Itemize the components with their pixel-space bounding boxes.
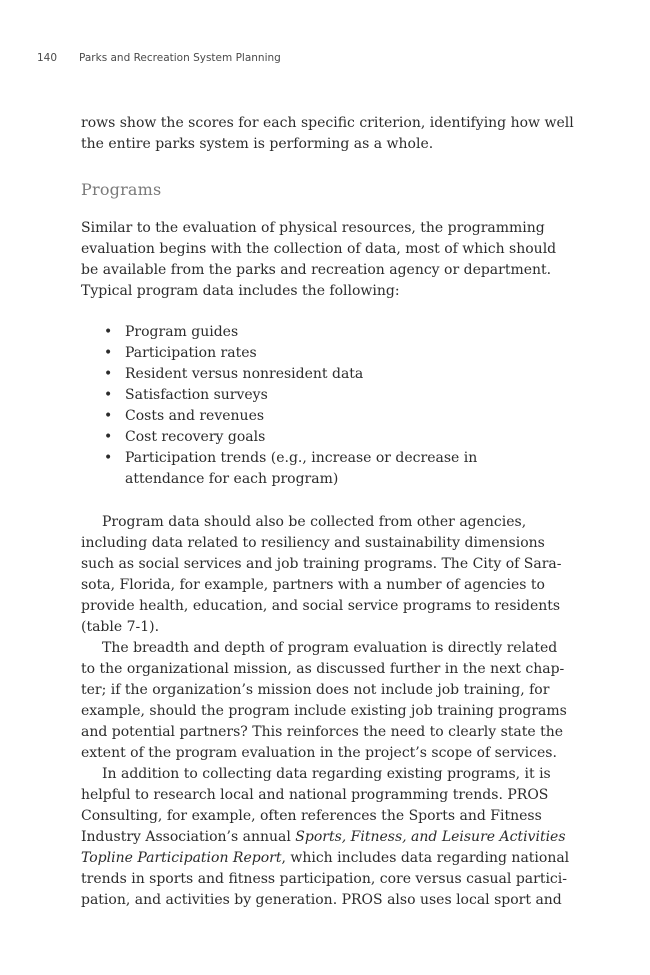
paragraph-breadth-depth bbox=[81, 638, 567, 764]
running-header bbox=[37, 52, 281, 64]
list-item: • Participation trends (e.g., increase or decrease in attendance for each program) bbox=[104, 450, 478, 487]
text-line: rows show the scores for each specific criterion, identifying how well bbox=[81, 115, 574, 131]
program-data-list bbox=[104, 322, 520, 490]
paragraph-trends bbox=[81, 764, 570, 911]
bullet-icon: • bbox=[104, 366, 113, 382]
bullet-icon: • bbox=[104, 345, 113, 361]
text-line: Industry Association’s annual Sports, Fitness, and Leisure Activities bbox=[81, 829, 566, 845]
bullet-icon: • bbox=[104, 324, 113, 340]
bullet-icon: • bbox=[104, 408, 113, 424]
text-line: the entire parks system is performing as a whole. bbox=[81, 136, 434, 152]
text-line: sota, Florida, for example, partners with a number of agencies to bbox=[81, 577, 545, 593]
text-line: provide health, education, and social service programs to residents bbox=[81, 598, 561, 614]
paragraph-other-agencies bbox=[81, 512, 562, 638]
text-line: (table 7-1). bbox=[81, 619, 160, 635]
text-line: In addition to collecting data regarding existing programs, it is bbox=[102, 766, 551, 782]
text-line: Program data should also be collected from other agencies, bbox=[102, 514, 527, 530]
text-line: and potential partners? This reinforces the need to clearly state the bbox=[81, 724, 564, 740]
text-line: to the organizational mission, as discussed further in the next chap- bbox=[81, 661, 565, 677]
text-line: Similar to the evaluation of physical resources, the programming bbox=[81, 220, 545, 236]
text-line: example, should the program include existing job training programs bbox=[81, 703, 567, 719]
intro-paragraph bbox=[81, 113, 574, 155]
text-line: trends in sports and fitness participation, core versus casual partici- bbox=[81, 871, 567, 887]
bullet-icon: • bbox=[104, 429, 113, 445]
running-title: Parks and Recreation System Planning bbox=[79, 52, 281, 64]
list-item: • Cost recovery goals bbox=[104, 427, 520, 448]
programs-intro-paragraph bbox=[81, 218, 557, 302]
text-line: Consulting, for example, often references the Sports and Fitness bbox=[81, 808, 542, 824]
text-line: Topline Participation Report, which includes data regarding national bbox=[81, 850, 570, 866]
text-line: be available from the parks and recreation agency or department. bbox=[81, 262, 552, 278]
text-line: Typical program data includes the following: bbox=[81, 283, 400, 299]
text-line: such as social services and job training programs. The City of Sara- bbox=[81, 556, 562, 572]
list-item: • Participation rates bbox=[104, 343, 520, 364]
page-number: 140 bbox=[37, 52, 58, 64]
text-line: helpful to research local and national programming trends. PROS bbox=[81, 787, 549, 803]
text-line: evaluation begins with the collection of data, most of which should bbox=[81, 241, 557, 257]
report-title-italic: Topline Participation Report bbox=[81, 850, 282, 866]
list-item: • Resident versus nonresident data bbox=[104, 364, 520, 385]
text-line: including data related to resiliency and sustainability dimensions bbox=[81, 535, 545, 551]
list-item: • Program guides bbox=[104, 322, 520, 343]
report-title-italic: Sports, Fitness, and Leisure Activities bbox=[295, 829, 566, 845]
bullet-icon: • bbox=[104, 450, 113, 466]
text-line: extent of the program evaluation in the project’s scope of services. bbox=[81, 745, 557, 761]
text-line: ter; if the organization’s mission does not include job training, for bbox=[81, 682, 550, 698]
list-item: • Costs and revenues bbox=[104, 406, 520, 427]
text-line: The breadth and depth of program evaluation is directly related bbox=[102, 640, 558, 656]
list-item: • Satisfaction surveys bbox=[104, 385, 520, 406]
text-line: pation, and activities by generation. PROS also uses local sport and bbox=[81, 892, 562, 908]
section-heading: Programs bbox=[81, 180, 162, 199]
bullet-icon: • bbox=[104, 387, 113, 403]
